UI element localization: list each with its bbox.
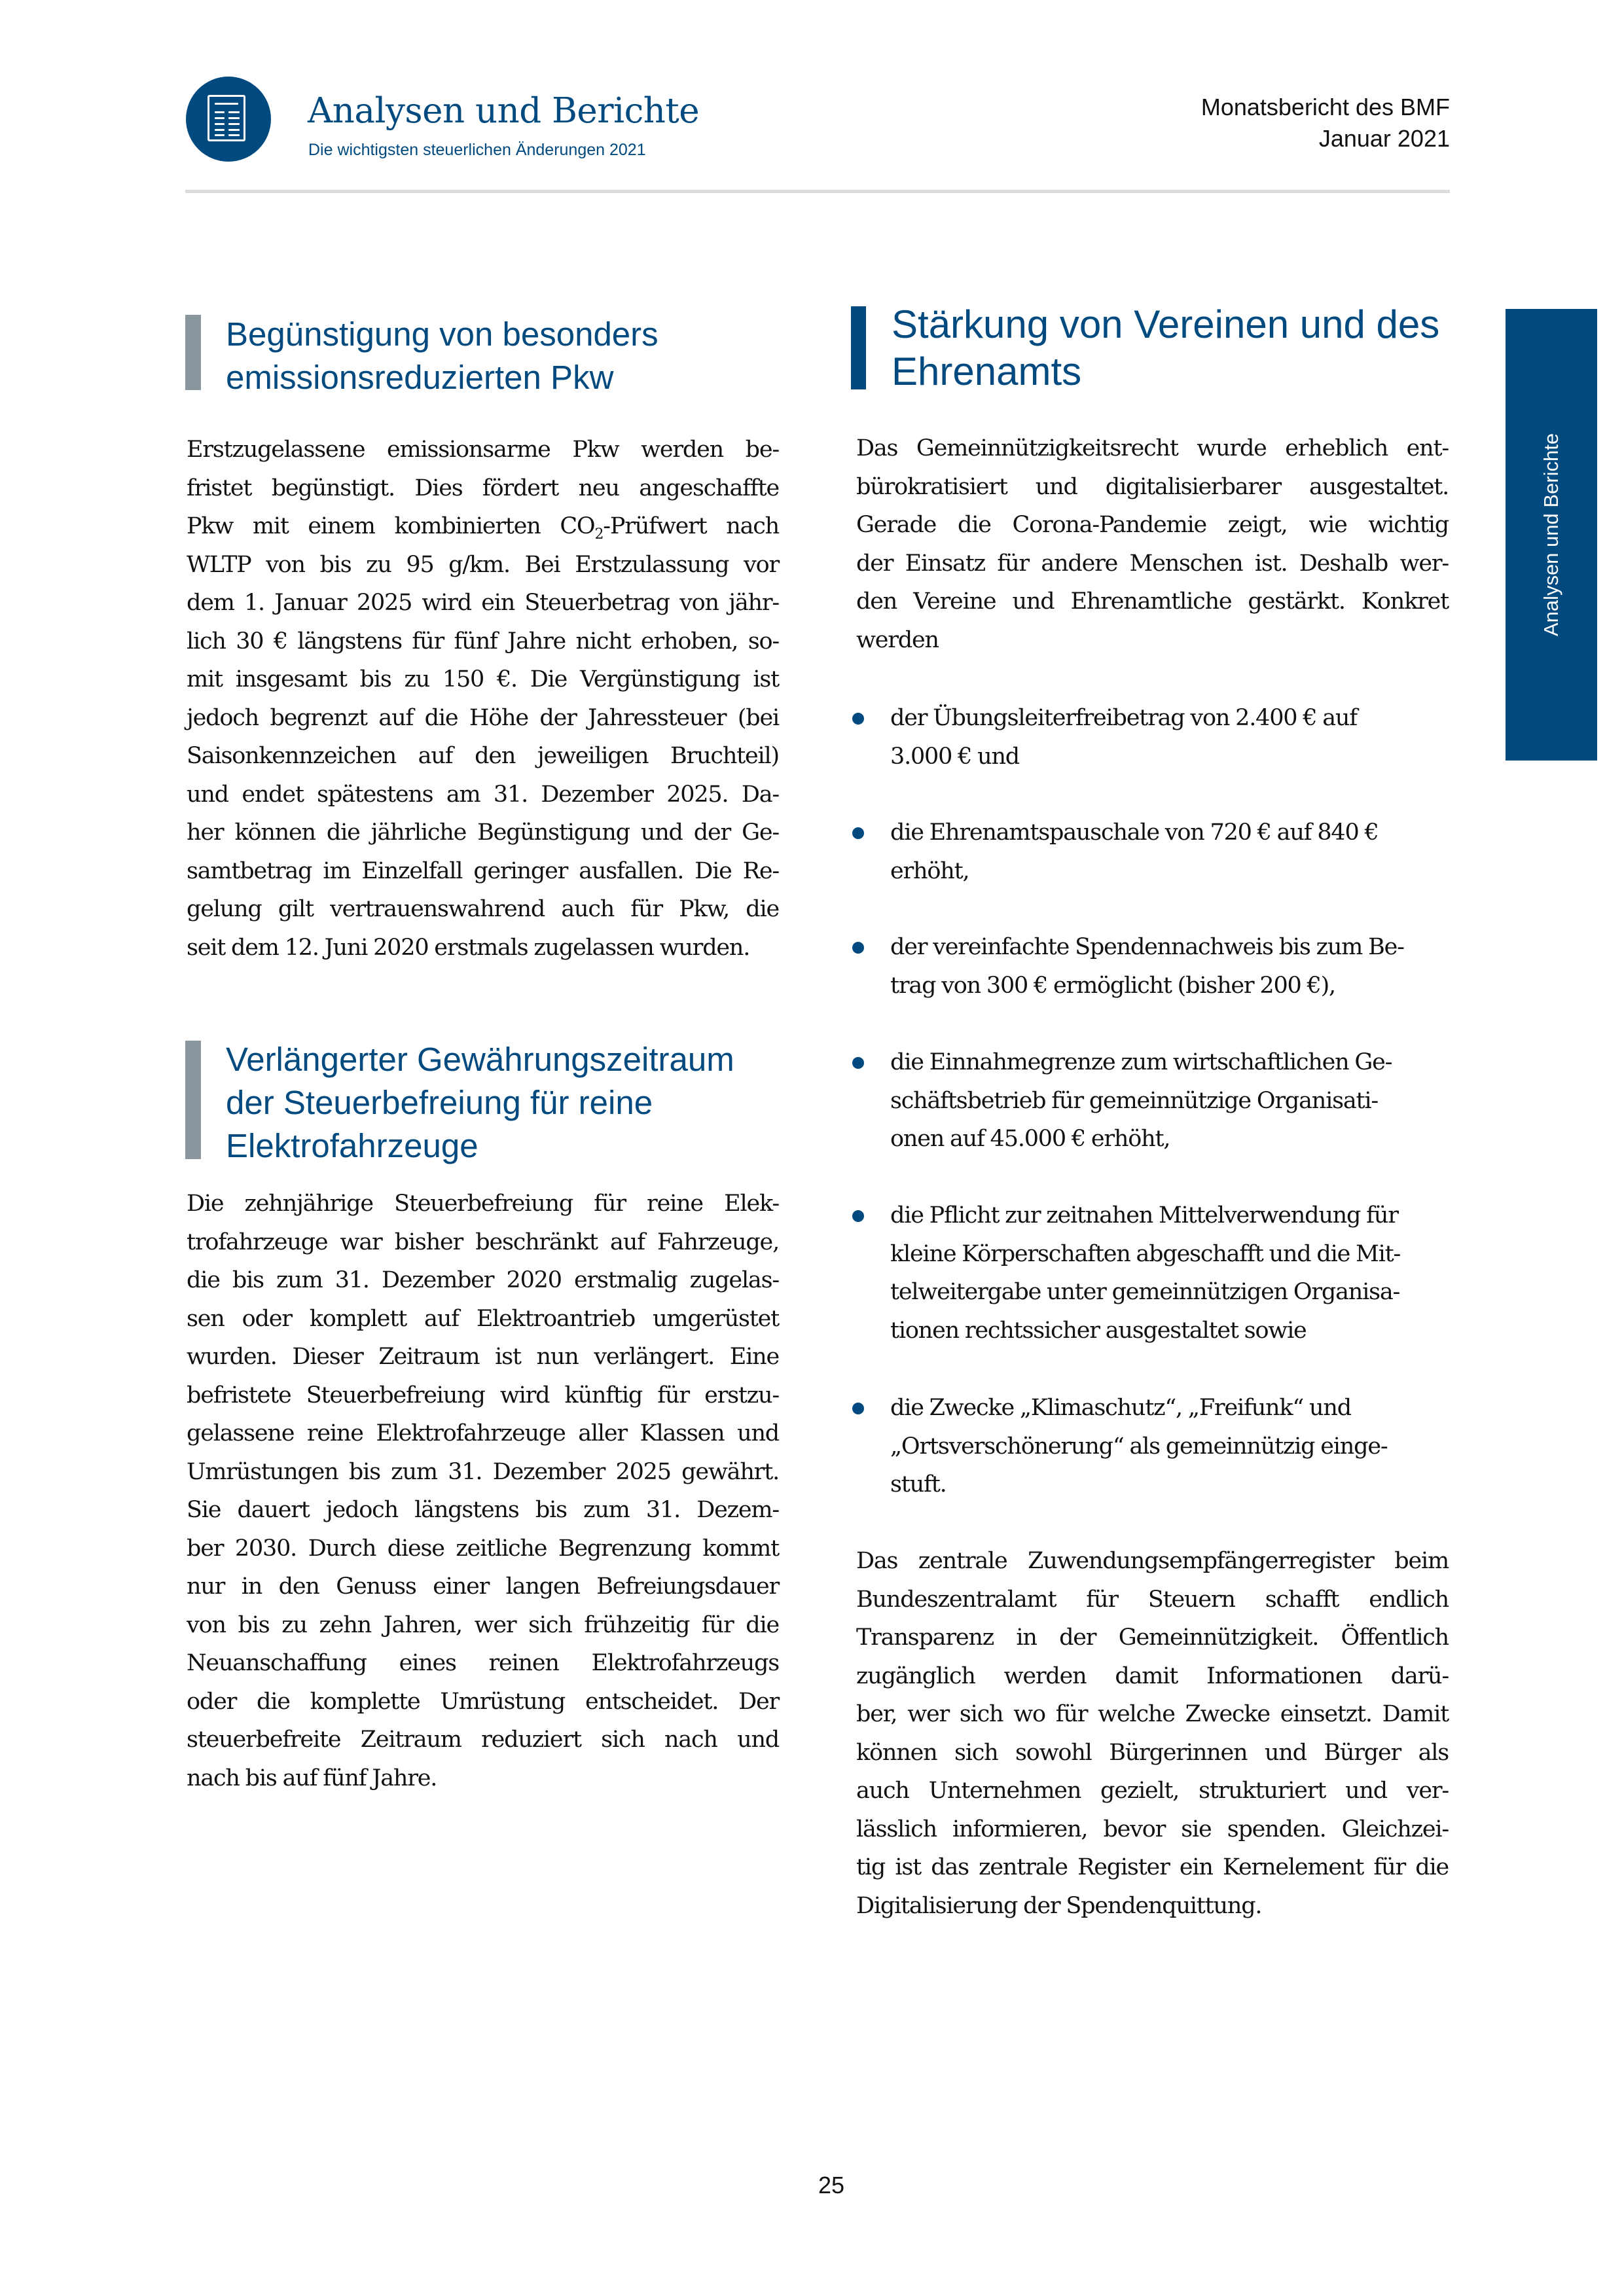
section-subtitle: Die wichtigsten steuerlichen Änderungen 2021 [308,141,646,159]
side-tab-label: Analysen und Berichte [1540,433,1562,637]
bullet-item: die Einnahmegrenze zum wirtschaftlichen Ge- schäftsbetrieb für gemeinnützige Organisati- onen auf 45.000 € erhöht, [851,1043,1450,1158]
publication-info [1201,92,1450,154]
section-heading-vereine: Stärkung von Vereinen und des Ehrenamts [892,302,1440,393]
bullet-icon [852,1210,864,1222]
side-section-tab [1506,309,1597,761]
section-closing-vereine: Das zentrale Zuwendungsempfängerregister beim Bundeszentralamt für Steuern schafft endlich Transparenz in der Gemeinnützigkeit. Öffentlich zugänglich werden damit Informationen darü- ber, wer sich wo für welche Zwecke einsetzt. Damit können sich sowohl Bürgerinnen und Bürger als auch Unternehmen gezielt, strukturiert und ver- lässlich informieren, bevor sie spenden. Gleichzei- tig ist das zentrale Register ein Kernelement für die Digitalisierung der Spendenquittung. [856,1548,1449,1919]
co2-line: Pkw mit einem kombinierten $CO_2$-Prüfwert nach [187,513,779,543]
page-number: 25 [818,2172,845,2198]
bullet-item: die Ehrenamtspauschale von 720 € auf 840 € erhöht, [851,814,1450,890]
heading-bar [185,315,201,390]
heading-bar [185,1041,201,1159]
section-heading-pkw: Begünstigung von besonders emissionsreduzierten Pkw [226,315,659,396]
section-body-pkw: Erstzugelassene emissionsarme Pkw werden be- fristet begünstigt. Dies fördert neu angeschaffte Pkw mit einem kombinierten $CO_2$-Prüfwert nach WLTP von bis zu 95 g/km. Bei Erstzulassung vor dem 1. Januar 2025 wird ein Steuerbetrag von jähr- lich 30 € längstens für fünf Jahre nicht erhoben, so- mit insgesamt bis zu 150 €. Die Vergünstigung ist jedoch begrenzt auf die Höhe der Jahressteuer (bei Saisonkennzeichen auf den jeweiligen Bruchteil) und endet spätestens am 31. Dezember 2025. Da- her können die jährliche Begünstigung und der Ge- samtbetrag im Einzelfall geringer ausfallen. Die Re- gelung gilt vertrauenswahrend auch für Pkw, die seit dem 12. Juni 2020 erstmals zugelassen wurden. [187,437,779,961]
bullet-icon [852,713,864,725]
bullet-item: die Pflicht zur zeitnahen Mittelverwendung für kleine Körperschaften abgeschafft und die Mit- telweitergabe unter gemeinnützigen Organisa- tionen rechtssicher ausgestaltet sowie [851,1196,1450,1350]
section-body-elektro: Die zehnjährige Steuerbefreiung für reine Elek- trofahrzeuge war bisher beschränkt auf Fahrzeuge, die bis zum 31. Dezember 2020 erstmalig zugelas- sen oder komplett auf Elektroantrieb umgerüstet wurden. Dieser Zeitraum ist nun verlängert. Eine befristete Steuerbefreiung wird künftig für erstzu- gelassene reine Elektrofahrzeuge aller Klassen und Umrüstungen bis zum 31. Dezember 2025 gewährt. Sie dauert jedoch längstens bis zum 31. Dezem- ber 2030. Durch diese zeitliche Begrenzung kommt nur in den Genuss einer langen Befreiungsdauer von bis zu zehn Jahren, wer sich frühzeitig für die Neuanschaffung eines reinen Elektrofahrzeugs oder die komplette Umrüstung entscheidet. Der steuerbefreite Zeitraum reduziert sich nach und nach bis auf fünf Jahre. [187,1191,779,1791]
section-heading-elektro: Verlängerter Gewährungszeitraum der Steuerbefreiung für reine Elektrofahrzeuge [226,1041,734,1164]
section-title: Analysen und Berichte [308,91,700,131]
document-list-icon [208,95,245,141]
section-intro-vereine: Das Gemeinnützigkeitsrecht wurde erheblich ent- bürokratisiert und digitalisierbarer ausgestaltet. Gerade die Corona-Pandemie zeigt, wie wichtig der Einsatz für andere Menschen ist. Deshalb wer- den Vereine und Ehrenamtliche gestärkt. Konkret werden [856,435,1449,653]
publication-issue: Januar 2021 [1318,125,1450,152]
bullet-icon [852,942,864,954]
heading-bar [851,306,866,389]
bullet-icon [852,1057,864,1069]
bullet-item: der vereinfachte Spendennachweis bis zum Be- trag von 300 € ermöglicht (bisher 200 €), [851,928,1450,1005]
publication-name: Monatsbericht des BMF [1200,94,1450,120]
bullet-icon [852,1403,864,1414]
section-logo [186,77,271,162]
header-divider [185,190,1450,193]
bullet-item: die Zwecke „Klimaschutz“, „Freifunk“ und „Ortsverschönerung“ als gemeinnützig einge- stuft. [851,1389,1450,1504]
bullet-item: der Übungsleiterfreibetrag von 2.400 € auf 3.000 € und [851,699,1450,776]
bullet-icon [852,827,864,839]
